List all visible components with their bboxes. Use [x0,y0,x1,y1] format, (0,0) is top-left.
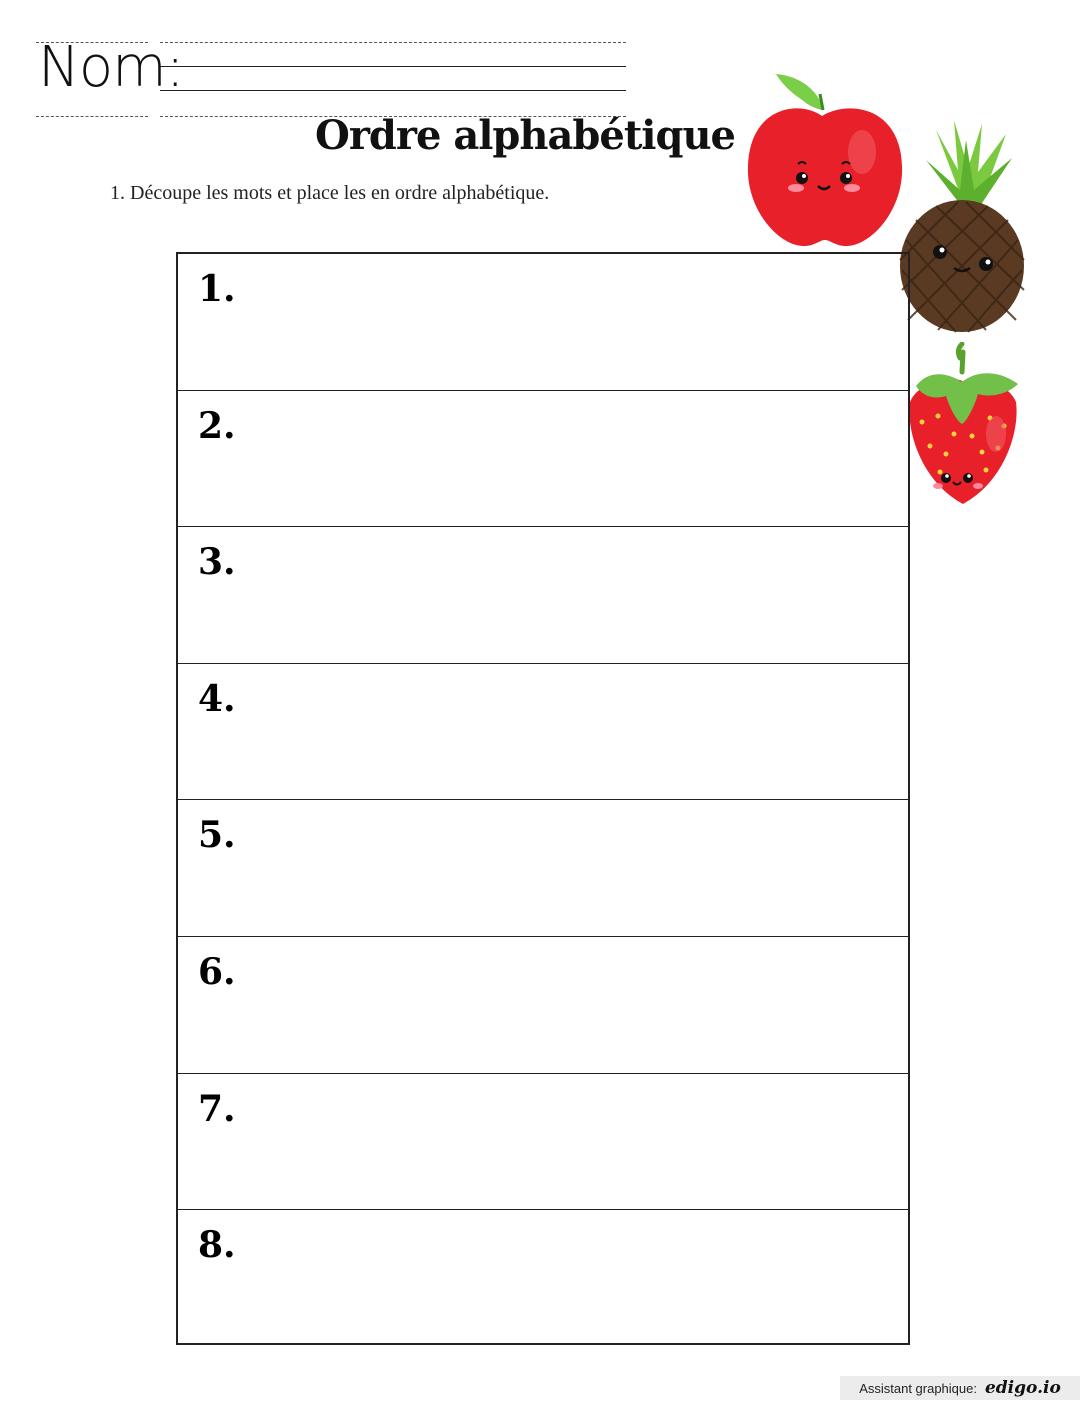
answer-row [178,527,908,664]
answer-row [178,254,908,391]
row-number: 8. [198,1224,236,1267]
row-number: 4. [198,677,236,720]
answer-row [178,1074,908,1211]
row-number: 5. [198,814,236,857]
answer-row [178,664,908,801]
answer-row [178,800,908,937]
row-number: 2. [198,404,236,447]
name-label: Nom: [38,35,184,100]
instruction-text: 1. Découpe les mots et place les en ordre alphabétique. [110,182,550,204]
row-number: 7. [198,1087,236,1130]
answer-table [176,252,910,1345]
answer-row [178,391,908,528]
row-number: 6. [198,950,236,993]
footer-label: Assistant graphique: [859,1380,977,1396]
page-title: Ordre alphabétique [314,112,735,159]
answer-row [178,937,908,1074]
strawberry-icon [900,342,1026,508]
apple-icon [740,70,910,252]
answer-row [178,1210,908,1347]
row-number: 3. [198,541,236,584]
footer-brand-logo: edigo.io [984,1378,1061,1398]
pineapple-icon [896,120,1036,338]
row-number: 1. [198,268,236,310]
footer-credit [840,1376,1080,1400]
name-field [36,35,628,120]
